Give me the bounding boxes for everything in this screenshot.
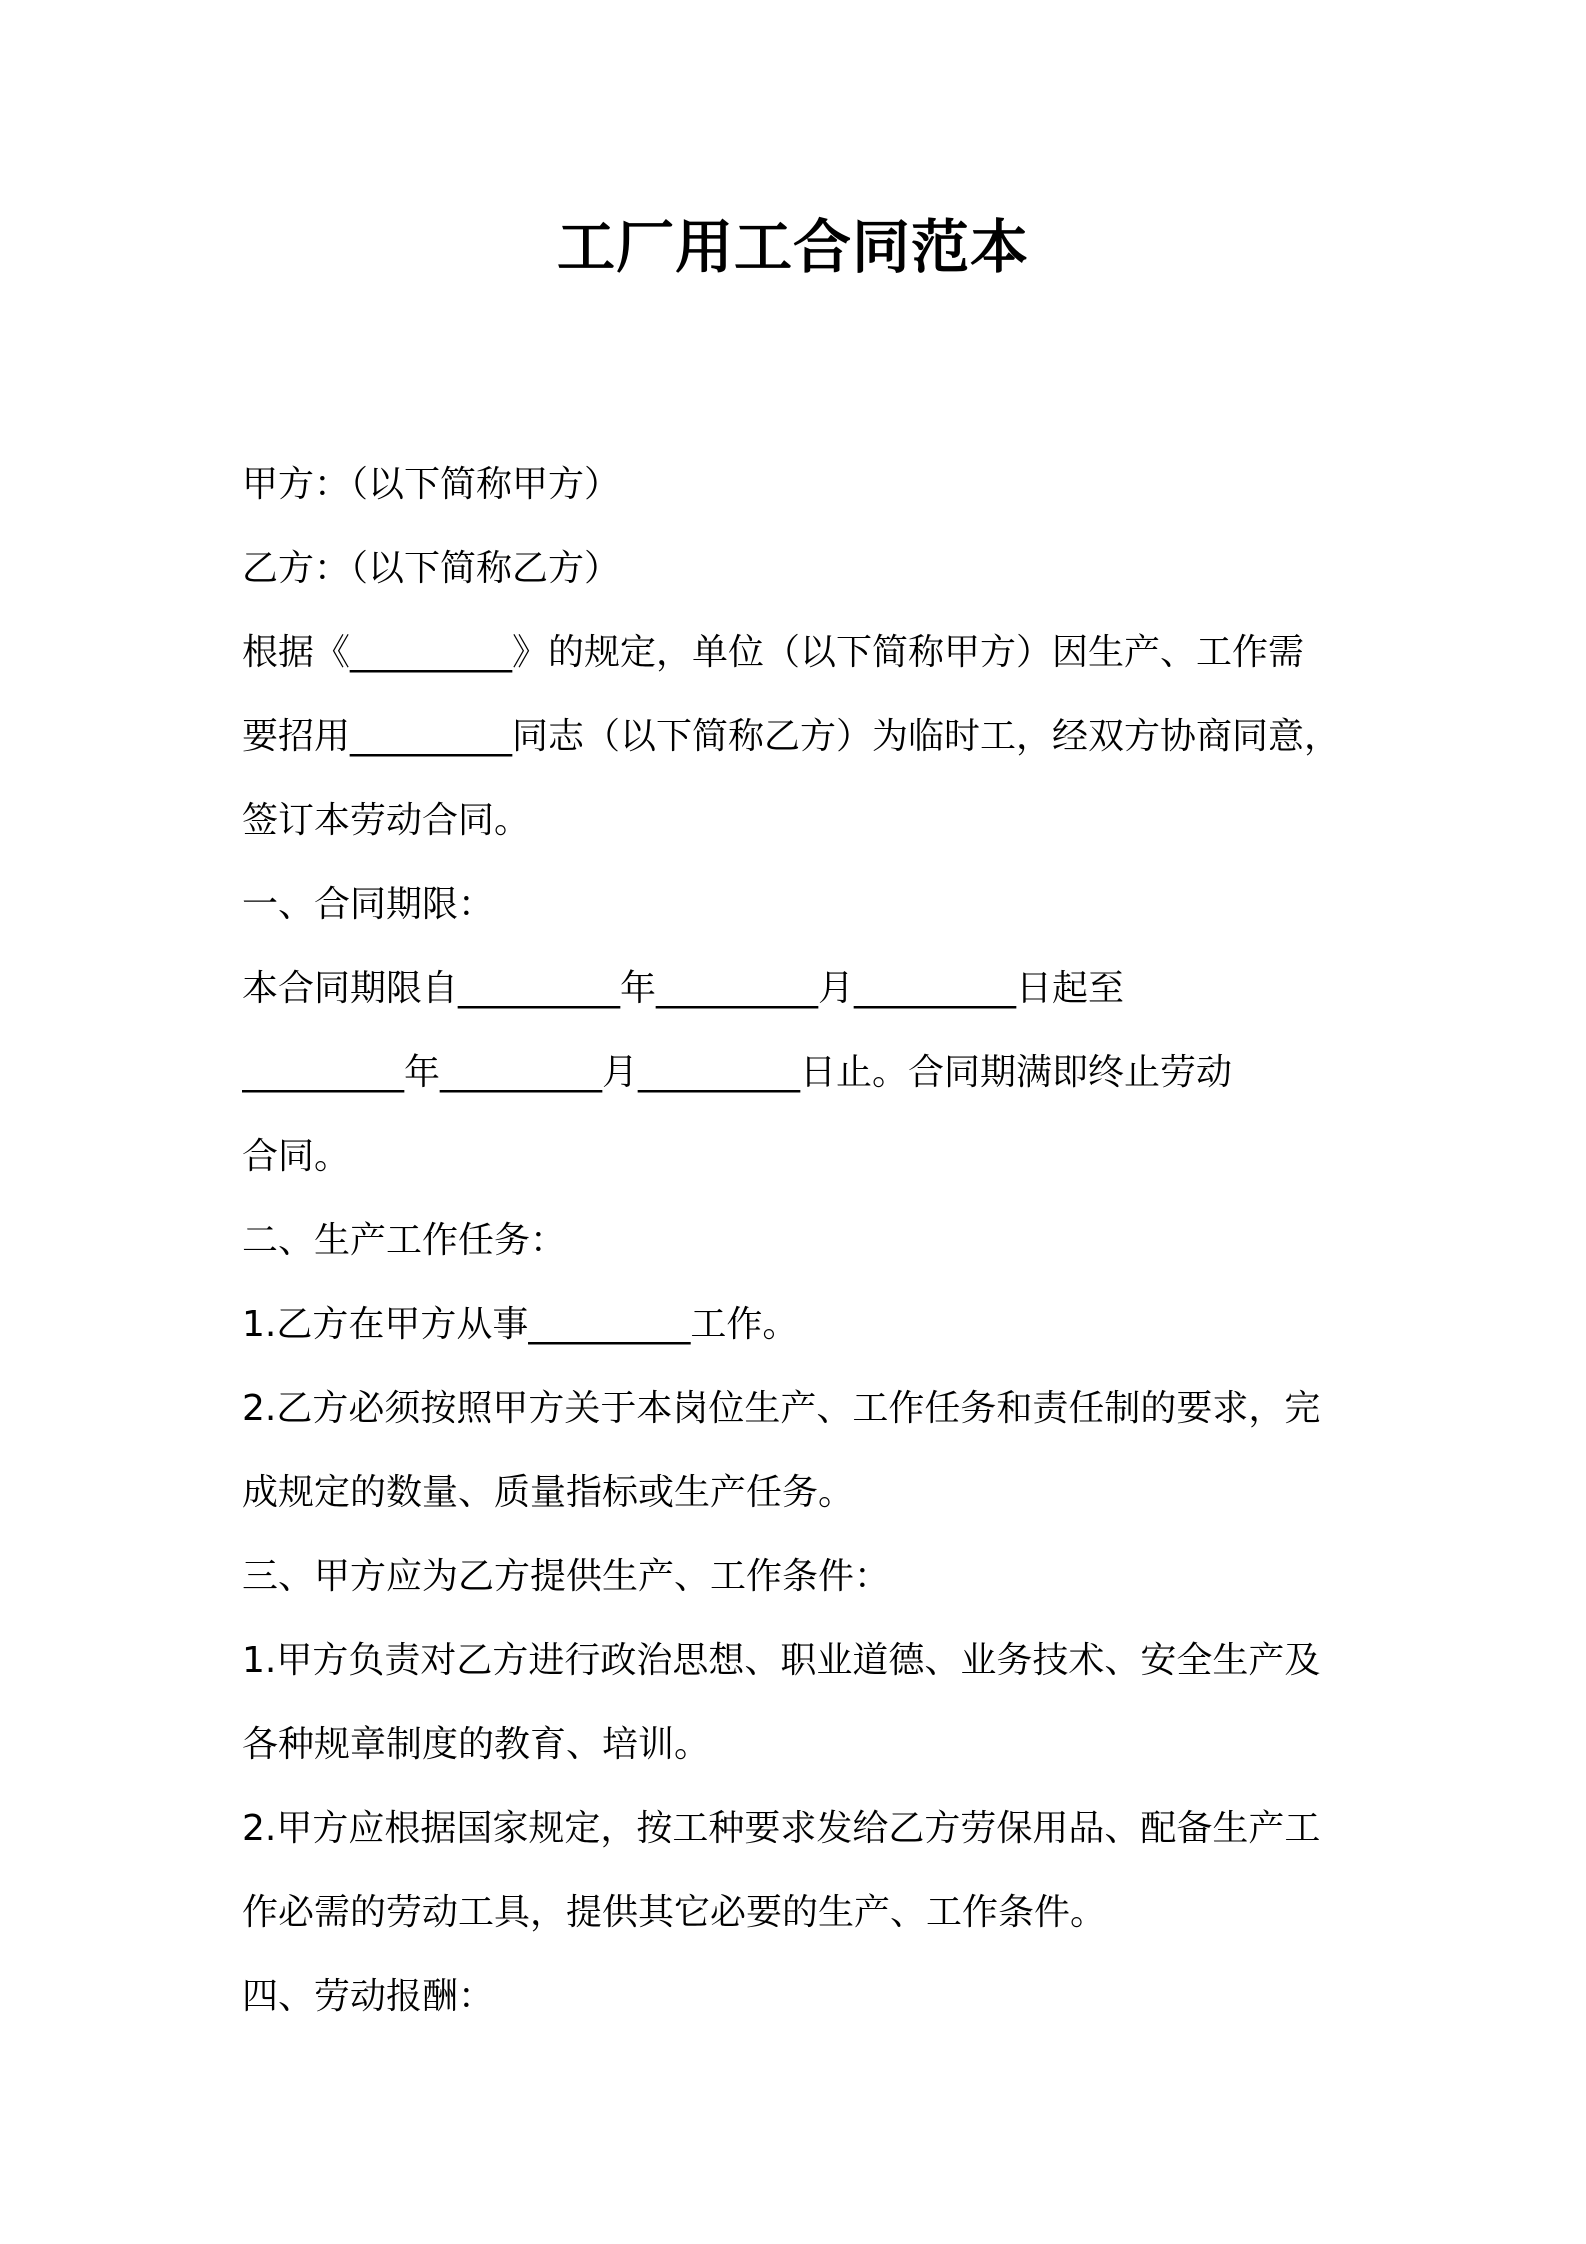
intro-paragraph-line: 要招用_________同志（以下简称乙方）为临时工，经双方协商同意，: [242, 716, 1341, 757]
document-body: [242, 443, 1362, 2039]
conditions-item-line: 2.甲方应根据国家规定，按工种要求发给乙方劳保用品、配备生产工: [242, 1808, 1321, 1849]
party-a-line: 甲方：（以下简称甲方）: [242, 464, 621, 505]
term-paragraph-line: 合同。: [242, 1136, 351, 1177]
section-heading-tasks: 二、生产工作任务：: [242, 1220, 567, 1261]
conditions-item-line: 作必需的劳动工具，提供其它必要的生产、工作条件。: [242, 1892, 1107, 1933]
tasks-item-line: 成规定的数量、质量指标或生产任务。: [242, 1472, 855, 1513]
section-heading-term: 一、合同期限：: [242, 884, 495, 925]
term-paragraph-line: 本合同期限自_________年_________月_________日起至: [242, 968, 1125, 1009]
conditions-item-line: 1.甲方负责对乙方进行政治思想、职业道德、业务技术、安全生产及: [242, 1640, 1321, 1681]
tasks-item-line: 2.乙方必须按照甲方关于本岗位生产、工作任务和责任制的要求，完: [242, 1388, 1321, 1429]
section-heading-remuneration: 四、劳动报酬：: [242, 1976, 495, 2017]
intro-paragraph-line: 根据《_________》的规定，单位（以下简称甲方）因生产、工作需: [242, 632, 1305, 673]
term-paragraph-line: _________年_________月_________日止。合同期满即终止劳动: [242, 1052, 1233, 1093]
section-heading-conditions: 三、甲方应为乙方提供生产、工作条件：: [242, 1556, 891, 1597]
document-title: 工厂用工合同范本: [556, 213, 1029, 281]
intro-paragraph-line: 签订本劳动合同。: [242, 800, 531, 841]
party-b-line: 乙方：（以下简称乙方）: [242, 548, 621, 589]
tasks-item-line: 1.乙方在甲方从事_________工作。: [242, 1304, 799, 1345]
conditions-item-line: 各种规章制度的教育、培训。: [242, 1724, 711, 1765]
